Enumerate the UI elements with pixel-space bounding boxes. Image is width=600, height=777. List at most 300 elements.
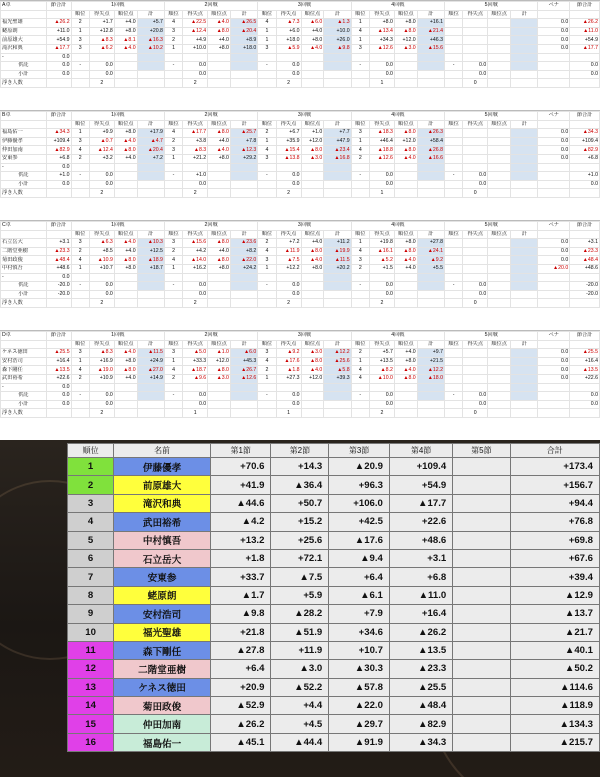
player-row (1, 129, 600, 138)
round-sum (511, 27, 538, 36)
total-header: 節合計 (46, 112, 71, 121)
kyotaku-mark: - (258, 282, 276, 291)
round-score: +21.2 (183, 154, 208, 163)
round-sum: +7.7 (324, 129, 351, 138)
table-label: A卓 (1, 2, 47, 11)
round-rankpt (208, 383, 231, 392)
name-cell: 仲田加南 (114, 715, 211, 733)
subtotal-row (1, 180, 600, 189)
round-score: +35.9 (276, 137, 301, 146)
round-rankpt: ▲8.0 (114, 146, 137, 155)
kyotaku-mark: - (258, 392, 276, 401)
round-sum: ▲25.7 (230, 129, 257, 138)
round-sum: +7.2 (137, 154, 164, 163)
subtotal-value: 0.0 (183, 180, 208, 189)
rankpt-col-header: 順位点 (208, 340, 231, 349)
round-sum (137, 163, 164, 172)
round-score: ▲5.2 (369, 256, 394, 265)
player-name: 福島佑一 (1, 129, 47, 138)
round-sum (230, 53, 257, 62)
round-rankpt: +4.0 (114, 19, 137, 28)
round-sum (511, 256, 538, 265)
round-score (463, 264, 488, 273)
table-label: C卓 (1, 222, 47, 231)
round-sum: ▲26.5 (230, 19, 257, 28)
round-score (463, 44, 488, 53)
name-cell: 石立岳大 (114, 549, 211, 567)
name-cell: 二階堂亜樹 (114, 660, 211, 678)
round-sum: +14.9 (137, 374, 164, 383)
score-col-header: 得失点 (463, 230, 488, 239)
week5-cell (453, 623, 510, 641)
round-header: 4回戦 (351, 222, 444, 231)
kyotaku-value: 0.0 (183, 62, 208, 71)
name-cell: 森下剛任 (114, 641, 211, 659)
round-rank (445, 374, 463, 383)
player-total: ▲23.3 (46, 247, 71, 256)
round-score: +8.0 (369, 19, 394, 28)
kyotaku-value: 0.0 (183, 282, 208, 291)
kyotaku-value: 0.0 (276, 62, 301, 71)
round-rankpt: ▲8.0 (208, 129, 231, 138)
rank-col-header: 順位 (351, 340, 369, 349)
round-rank: 2 (164, 137, 182, 146)
final-header: 節合計 (570, 2, 600, 11)
round-rankpt: ▲3.0 (301, 154, 324, 163)
round-score (463, 163, 488, 172)
round-sum: +24.2 (230, 264, 257, 273)
player-total: +11.0 (46, 27, 71, 36)
rank-col-header: 順位 (164, 340, 182, 349)
round-rank (164, 273, 182, 282)
round-rankpt (114, 53, 137, 62)
round-sum: ▲16.6 (417, 154, 444, 163)
player-name: 前原雄大 (1, 36, 47, 45)
round-score (183, 53, 208, 62)
name-cell: 福島佑一 (114, 733, 211, 751)
week1-header: 第1節 (210, 444, 270, 458)
round-rankpt (208, 163, 231, 172)
round-sum (511, 36, 538, 45)
round-sum (230, 273, 257, 282)
score-col-header: 得失点 (463, 340, 488, 349)
player-penalty: 0.0 (538, 357, 570, 366)
round-sum: +58.4 (417, 137, 444, 146)
rankpt-col-header: 順位点 (301, 230, 324, 239)
rank-col-header: 順位 (445, 230, 463, 239)
round-sum: ▲24.1 (417, 247, 444, 256)
round-rankpt: +4.0 (394, 264, 417, 273)
round-rankpt: +8.0 (301, 264, 324, 273)
kyotaku-value: 0.0 (369, 62, 394, 71)
week1-cell: ▲4.2 (210, 513, 270, 531)
round-score (183, 383, 208, 392)
player-penalty: ▲20.0 (538, 264, 570, 273)
round-rank: 1 (351, 357, 369, 366)
player-row (1, 239, 600, 248)
week5-cell (453, 715, 510, 733)
sum-col-header: 計 (137, 120, 164, 129)
player-row (1, 163, 600, 172)
week4-cell: ▲82.9 (389, 715, 452, 733)
round-rankpt (301, 383, 324, 392)
score-table (0, 331, 600, 418)
round-sum: +29.2 (230, 154, 257, 163)
kyotaku-mark: - (351, 392, 369, 401)
score-col-header: 得失点 (463, 120, 488, 129)
round-score: ▲6.3 (89, 239, 114, 248)
round-rankpt (488, 53, 511, 62)
round-score (183, 163, 208, 172)
player-name: - (1, 163, 47, 172)
score-col-header: 得失点 (369, 340, 394, 349)
round-sum: ▲5.8 (324, 366, 351, 375)
kyotaku-value: 0.0 (463, 392, 488, 401)
rank-cell: 3 (68, 494, 114, 512)
rank-col-header: 順位 (164, 230, 182, 239)
rankpt-col-header: 順位点 (301, 340, 324, 349)
round-rank: 1 (258, 36, 276, 45)
round-rankpt: +4.0 (208, 36, 231, 45)
player-total: ▲26.2 (46, 19, 71, 28)
player-penalty: 0.0 (538, 129, 570, 138)
round-rank: 2 (71, 154, 89, 163)
round-rankpt: ▲4.0 (301, 256, 324, 265)
ranking-row (68, 494, 600, 512)
kyotaku-label: 供託 (1, 62, 47, 71)
subtotal-label: 小計 (1, 180, 47, 189)
player-penalty (538, 273, 570, 282)
round-score (89, 53, 114, 62)
round-rankpt (114, 163, 137, 172)
kyotaku-label: 供託 (1, 172, 47, 181)
round-sum: +11.2 (324, 239, 351, 248)
round-sum (511, 44, 538, 53)
kyotaku-value: 0.0 (369, 282, 394, 291)
week5-cell (453, 697, 510, 715)
round-rank: 3 (164, 146, 182, 155)
ranking-row (68, 513, 600, 531)
subtotal-value: 0.0 (276, 180, 301, 189)
week1-cell: ▲45.1 (210, 733, 270, 751)
ranking-row (68, 458, 600, 476)
round-rank: 1 (164, 154, 182, 163)
round-rankpt: ▲3.0 (301, 349, 324, 358)
round-sum (417, 53, 444, 62)
round-score: +7.2 (276, 239, 301, 248)
round-score: +34.3 (369, 36, 394, 45)
ranking-row (68, 697, 600, 715)
round-header: 2回戦 (164, 2, 257, 11)
subtotal-value: 0.0 (369, 400, 394, 409)
total-cell: ▲13.7 (510, 605, 599, 623)
round-rank (445, 239, 463, 248)
round-rankpt (488, 374, 511, 383)
round-rankpt: ▲8.0 (301, 146, 324, 155)
player-total: +109.4 (46, 137, 71, 146)
kyotaku-mark: - (164, 62, 182, 71)
subtotal-value: 0.0 (183, 70, 208, 79)
kyotaku-value: 0.0 (89, 392, 114, 401)
round-rankpt: +4.0 (208, 137, 231, 146)
round-rank: 4 (71, 366, 89, 375)
round-sum: ▲9.8 (324, 44, 351, 53)
player-final (570, 273, 600, 282)
round-score: ▲12.4 (183, 27, 208, 36)
subtotal-value: 0.0 (89, 290, 114, 299)
week5-cell (453, 586, 510, 604)
round-rankpt: +12.0 (301, 374, 324, 383)
player-row (1, 137, 600, 146)
round-rankpt: +8.0 (114, 129, 137, 138)
kyotaku-mark: - (164, 282, 182, 291)
rankpt-col-header: 順位点 (208, 10, 231, 19)
player-row (1, 44, 600, 53)
ukiten-row (1, 299, 600, 308)
round-score (463, 247, 488, 256)
round-sum (417, 273, 444, 282)
ukiten-value: 2 (276, 189, 301, 198)
player-row (1, 366, 600, 375)
round-sum: +8.2 (230, 247, 257, 256)
round-rankpt (394, 163, 417, 172)
round-score: +4.2 (183, 247, 208, 256)
round-rankpt (488, 19, 511, 28)
round-score: +13.5 (369, 357, 394, 366)
round-rankpt (488, 27, 511, 36)
round-sum (511, 374, 538, 383)
round-sum (137, 383, 164, 392)
name-cell: 蛯原朗 (114, 586, 211, 604)
week4-cell: ▲17.7 (389, 494, 452, 512)
rank-header: 順位 (68, 444, 114, 458)
round-sum: ▲25.6 (324, 357, 351, 366)
week5-cell (453, 733, 510, 751)
round-rankpt: ▲4.0 (301, 366, 324, 375)
round-rank: 2 (71, 19, 89, 28)
round-rank: 3 (258, 349, 276, 358)
kyotaku-mark: - (258, 172, 276, 181)
round-rank: 1 (71, 264, 89, 273)
round-header: 3回戦 (258, 2, 351, 11)
rankpt-col-header: 順位点 (208, 230, 231, 239)
player-total: ▲48.4 (46, 256, 71, 265)
kyotaku-value: 0.0 (369, 392, 394, 401)
kyotaku-value: 0.0 (463, 62, 488, 71)
name-cell: 滝沢和典 (114, 494, 211, 512)
player-row (1, 36, 600, 45)
ukiten-value: 2 (276, 79, 301, 88)
round-rankpt: ▲8.0 (208, 239, 231, 248)
subtotal-value: 0.0 (89, 400, 114, 409)
round-score: +12.2 (276, 264, 301, 273)
round-rankpt: +12.0 (301, 137, 324, 146)
week2-header: 第2節 (271, 444, 329, 458)
subtotal-final: 0.0 (570, 400, 600, 409)
round-score: ▲17.6 (276, 357, 301, 366)
kyotaku-mark: - (71, 392, 89, 401)
rank-cell: 6 (68, 549, 114, 567)
ukiten-row (1, 189, 600, 198)
player-final: ▲23.3 (570, 247, 600, 256)
player-final: +22.6 (570, 374, 600, 383)
round-sum (511, 264, 538, 273)
player-penalty: 0.0 (538, 146, 570, 155)
kyotaku-mark: - (445, 62, 463, 71)
total-cell: +94.4 (510, 494, 599, 512)
round-rank: 3 (164, 349, 182, 358)
round-rankpt: +4.0 (394, 349, 417, 358)
total-cell: ▲12.9 (510, 586, 599, 604)
player-total: 0.0 (46, 53, 71, 62)
subtotal-label: 小計 (1, 400, 47, 409)
week4-cell: ▲11.0 (389, 586, 452, 604)
week4-cell: ▲34.3 (389, 733, 452, 751)
player-name: ケネス徳田 (1, 349, 47, 358)
name-cell: 安東参 (114, 568, 211, 586)
ranking-panel (0, 440, 600, 777)
round-score: ▲12.6 (369, 44, 394, 53)
week4-cell: ▲25.5 (389, 678, 452, 696)
round-score: ▲5.0 (183, 349, 208, 358)
round-rank: 1 (164, 44, 182, 53)
rank-col-header: 順位 (258, 10, 276, 19)
player-final (570, 163, 600, 172)
round-rankpt (488, 239, 511, 248)
week1-cell: ▲9.8 (210, 605, 270, 623)
week3-cell: +96.3 (329, 476, 390, 494)
subtotal-total: 0.0 (46, 70, 71, 79)
round-score: +10.7 (89, 264, 114, 273)
sum-col-header: 計 (324, 120, 351, 129)
subtotal-value: 0.0 (276, 70, 301, 79)
total-cell: +39.4 (510, 568, 599, 586)
round-score: +9.9 (89, 129, 114, 138)
round-sum: ▲10.3 (137, 239, 164, 248)
round-rankpt: ▲4.0 (114, 44, 137, 53)
sum-col-header: 計 (511, 10, 538, 19)
round-rankpt: +8.0 (114, 264, 137, 273)
round-sum: +39.3 (324, 374, 351, 383)
round-rankpt (488, 264, 511, 273)
week2-cell: ▲52.2 (271, 678, 329, 696)
round-sum: ▲16.3 (137, 36, 164, 45)
round-sum: +46.3 (417, 36, 444, 45)
week1-cell: ▲52.9 (210, 697, 270, 715)
player-total: ▲82.9 (46, 146, 71, 155)
week1-cell: +1.8 (210, 549, 270, 567)
score-col-header: 得失点 (276, 340, 301, 349)
player-row (1, 256, 600, 265)
round-rankpt (488, 256, 511, 265)
ukiten-value: 1 (276, 409, 301, 418)
ranking-row (68, 641, 600, 659)
player-penalty: 0.0 (538, 137, 570, 146)
name-cell: 武田裕希 (114, 513, 211, 531)
kyotaku-final: -20.0 (570, 282, 600, 291)
round-rank: 3 (71, 239, 89, 248)
ranking-row (68, 715, 600, 733)
week2-cell: ▲7.5 (271, 568, 329, 586)
round-sum: ▲12.2 (417, 366, 444, 375)
subtotal-value: 0.0 (369, 290, 394, 299)
round-rank (445, 129, 463, 138)
round-sum (511, 146, 538, 155)
round-rank: 1 (71, 357, 89, 366)
round-sum: ▲23.6 (230, 239, 257, 248)
week3-cell: +7.9 (329, 605, 390, 623)
total-header: 合計 (510, 444, 599, 458)
round-score: +1.7 (89, 19, 114, 28)
subtotal-value: 0.0 (463, 70, 488, 79)
score-table (0, 111, 600, 198)
player-total: ▲34.3 (46, 129, 71, 138)
round-score: +1.5 (369, 264, 394, 273)
round-header: 2回戦 (164, 112, 257, 121)
round-sum (324, 53, 351, 62)
round-rankpt: ▲4.0 (301, 44, 324, 53)
sum-col-header: 計 (230, 120, 257, 129)
ukiten-value: 2 (89, 409, 114, 418)
subtotal-label: 小計 (1, 290, 47, 299)
rank-cell: 8 (68, 586, 114, 604)
round-rankpt: ▲8.0 (301, 247, 324, 256)
round-rankpt: +8.0 (394, 239, 417, 248)
ranking-row (68, 549, 600, 567)
week4-cell: ▲48.4 (389, 697, 452, 715)
week3-cell: ▲29.7 (329, 715, 390, 733)
ukiten-value: 0 (463, 299, 488, 308)
round-sum: +20.2 (324, 264, 351, 273)
subtotal-value: 0.0 (463, 180, 488, 189)
score-col-header: 得失点 (276, 230, 301, 239)
round-score (463, 129, 488, 138)
sum-col-header: 計 (511, 230, 538, 239)
subtotal-total: 0.0 (46, 400, 71, 409)
round-rankpt (208, 53, 231, 62)
ukiten-value: 2 (89, 299, 114, 308)
week1-cell: +33.7 (210, 568, 270, 586)
player-penalty: 0.0 (538, 36, 570, 45)
subtotal-value: 0.0 (89, 180, 114, 189)
kyotaku-value: 0.0 (276, 172, 301, 181)
round-sum: +5.5 (417, 264, 444, 273)
player-name: 武田裕希 (1, 374, 47, 383)
ukiten-value: 2 (183, 189, 208, 198)
round-score: +4.9 (183, 36, 208, 45)
sum-col-header: 計 (137, 340, 164, 349)
player-row (1, 27, 600, 36)
round-rank: 1 (164, 357, 182, 366)
round-sum: +47.9 (324, 137, 351, 146)
score-col-header: 得失点 (183, 10, 208, 19)
round-sum: ▲9.2 (417, 256, 444, 265)
name-cell: 中村慎吾 (114, 531, 211, 549)
player-row (1, 146, 600, 155)
week1-cell: +21.8 (210, 623, 270, 641)
round-sum (137, 53, 164, 62)
kyotaku-total: +1.0 (46, 172, 71, 181)
week4-cell: +109.4 (389, 458, 452, 476)
round-header: 1回戦 (71, 112, 164, 121)
round-rankpt: +4.0 (114, 154, 137, 163)
kyotaku-mark: - (351, 282, 369, 291)
rankpt-col-header: 順位点 (114, 120, 137, 129)
round-rank: 3 (71, 36, 89, 45)
round-rankpt: ▲6.0 (301, 19, 324, 28)
round-rankpt (488, 273, 511, 282)
player-row (1, 19, 600, 28)
